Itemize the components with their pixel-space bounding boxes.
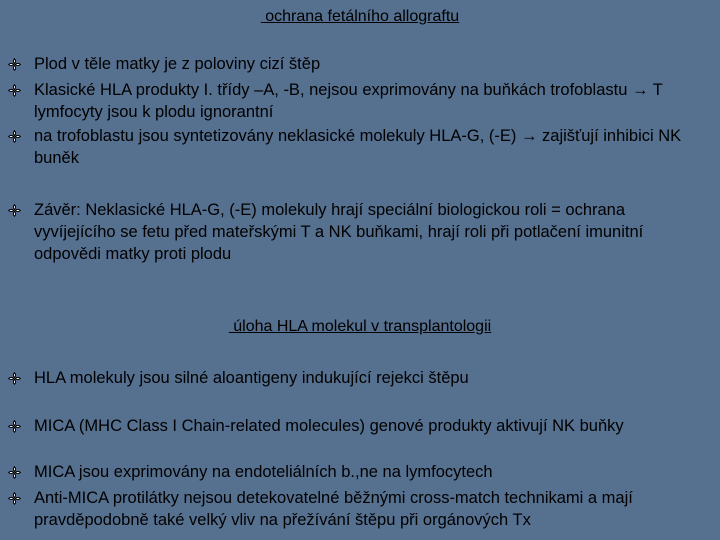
diamond-bullet-icon <box>8 487 34 509</box>
bullet-item: Anti-MICA protilátky nejsou detekovatelné běžnými cross-match technikami a mají pravděpodobně také velký vliv na přežívání štěpu při orgánových Tx <box>8 487 708 531</box>
heading-transplantology: úloha HLA molekul v transplantologii <box>228 318 492 335</box>
diamond-bullet-icon <box>8 53 34 75</box>
bullet-item: na trofoblastu jsou syntetizovány neklasické molekuly HLA-G, (-E) → zajišťují inhibici NK buněk <box>8 125 708 169</box>
bullet-item: Klasické HLA produkty I. třídy –A, -B, nejsou exprimovány na buňkách trofoblastu → T lymfocyty jsou k plodu ignorantní <box>8 79 708 123</box>
diamond-bullet-icon <box>8 415 34 437</box>
bullet-item: Závěr: Neklasické HLA-G, (-E) molekuly hrají speciální biologickou roli = ochrana vyvíjejícího se fetu před mateřskými T a NK buňkami, hrají roli při potlačení imunitní odpovědi matky proti plodu <box>8 199 708 265</box>
bullet-item: Plod v těle matky je z poloviny cizí štěp <box>8 53 708 75</box>
diamond-bullet-icon <box>8 199 34 221</box>
bullet-item: MICA (MHC Class I Chain-related molecules) genové produkty aktivují NK buňky <box>8 415 708 437</box>
heading-fetal-allograft: ochrana fetálního allograftu <box>260 8 460 25</box>
diamond-bullet-icon <box>8 367 34 389</box>
diamond-bullet-icon <box>8 461 34 483</box>
diamond-bullet-icon <box>8 79 34 101</box>
bullet-item: HLA molekuly jsou silné aloantigeny indukující rejekci štěpu <box>8 367 708 389</box>
bullet-item: MICA jsou exprimovány na endoteliálních b.,ne na lymfocytech <box>8 461 708 483</box>
diamond-bullet-icon <box>8 125 34 147</box>
